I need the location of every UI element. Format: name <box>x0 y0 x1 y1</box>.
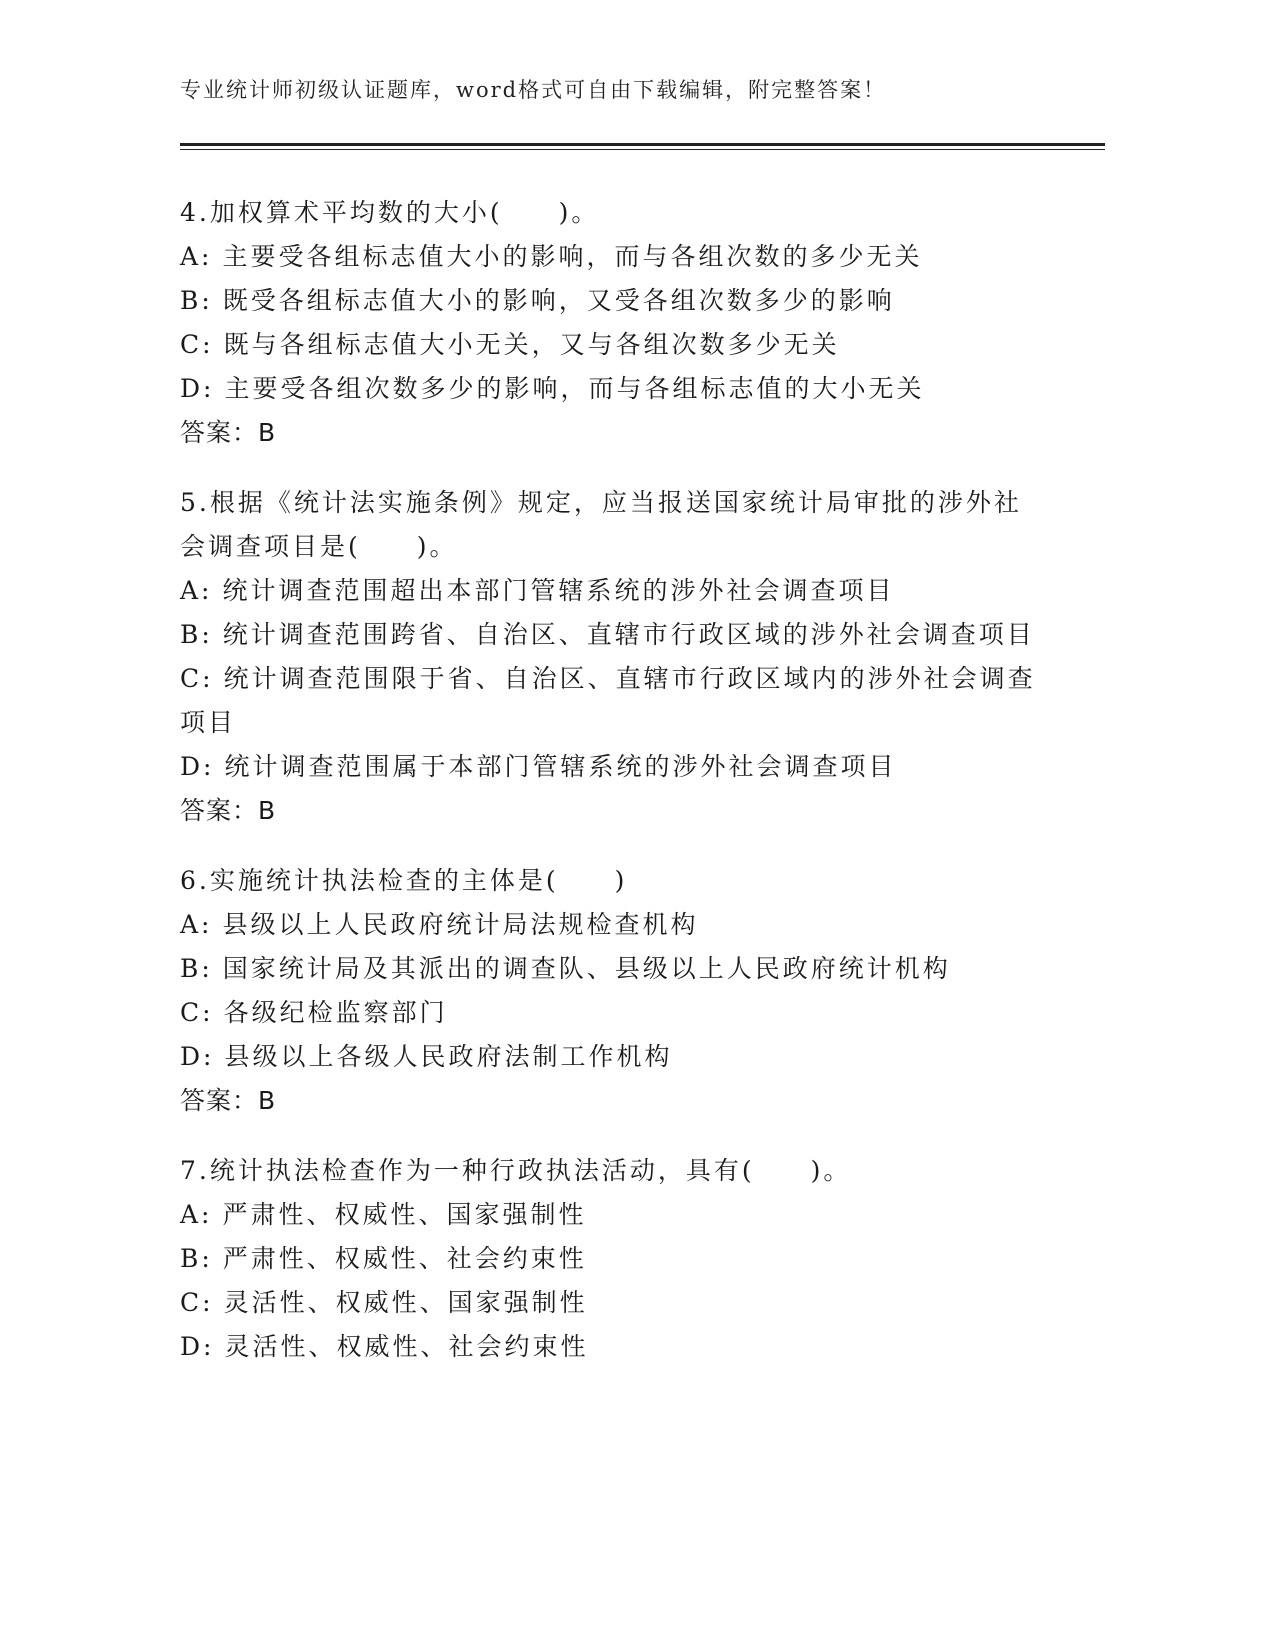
option-letter: B: <box>180 1244 213 1273</box>
option-letter: A: <box>180 242 213 271</box>
option-text: 各级纪检监察部门 <box>223 998 448 1027</box>
option-text: 主要受各组次数多少的影响，而与各组标志值的大小无关 <box>224 374 925 403</box>
option-line <box>180 1035 1060 1079</box>
question-list <box>180 191 1060 1395</box>
option-line <box>180 569 1060 613</box>
page-header: 专业统计师初级认证题库，word格式可自由下载编辑，附完整答案！ <box>180 78 887 102</box>
option-letter: D: <box>180 1332 215 1361</box>
question-stem: 5.根据《统计法实施条例》规定，应当报送国家统计局审批的涉外社 <box>180 488 1022 517</box>
option-letter: C: <box>180 664 214 693</box>
option-letter: B: <box>180 620 213 649</box>
option-text-continued: 项目 <box>180 708 237 737</box>
option-line <box>180 947 1060 991</box>
header-rule-thick <box>180 143 1105 146</box>
option-line <box>180 991 1060 1035</box>
option-text: 主要受各组标志值大小的影响，而与各组次数的多少无关 <box>222 242 923 271</box>
option-line <box>180 367 1060 411</box>
question-stem: 会调查项目是( )。 <box>180 532 458 561</box>
answer-line: 答案：B <box>180 1086 277 1115</box>
option-letter: B: <box>180 286 213 315</box>
option-text: 国家统计局及其派出的调查队、县级以上人民政府统计机构 <box>222 954 951 983</box>
option-line <box>180 1193 1060 1237</box>
option-text: 灵活性、权威性、社会约束性 <box>224 1332 589 1361</box>
question-stem: 6.实施统计执法检查的主体是( ) <box>180 866 628 895</box>
option-line <box>180 1237 1060 1281</box>
question-stem: 4.加权算术平均数的大小( )。 <box>180 198 600 227</box>
answer-line: 答案：B <box>180 418 277 447</box>
option-text: 既与各组标志值大小无关，又与各组次数多少无关 <box>223 330 840 359</box>
option-line <box>180 745 1060 789</box>
option-line <box>180 279 1060 323</box>
question-stem: 7.统计执法检查作为一种行政执法活动，具有( )。 <box>180 1156 852 1185</box>
option-letter: D: <box>180 374 215 403</box>
option-letter: C: <box>180 330 214 359</box>
option-line <box>180 903 1060 947</box>
option-text: 统计调查范围跨省、自治区、直辖市行政区域的涉外社会调查项目 <box>222 620 1035 649</box>
option-line <box>180 1325 1060 1369</box>
option-letter: D: <box>180 752 215 781</box>
question-block <box>180 1149 1060 1369</box>
option-line <box>180 701 1060 745</box>
option-letter: A: <box>180 576 213 605</box>
option-letter: C: <box>180 1288 214 1317</box>
option-text: 统计调查范围超出本部门管辖系统的涉外社会调查项目 <box>222 576 895 605</box>
option-text: 既受各组标志值大小的影响，又受各组次数多少的影响 <box>222 286 895 315</box>
option-line <box>180 613 1060 657</box>
option-text: 灵活性、权威性、国家强制性 <box>223 1288 588 1317</box>
option-letter: C: <box>180 998 214 1027</box>
option-text: 统计调查范围限于省、自治区、直辖市行政区域内的涉外社会调查 <box>223 664 1036 693</box>
option-letter: A: <box>180 1200 213 1229</box>
option-line <box>180 235 1060 279</box>
option-line <box>180 657 1060 701</box>
option-text: 统计调查范围属于本部门管辖系统的涉外社会调查项目 <box>224 752 897 781</box>
option-letter: A: <box>180 910 213 939</box>
option-letter: B: <box>180 954 213 983</box>
option-text: 严肃性、权威性、社会约束性 <box>222 1244 587 1273</box>
question-block <box>180 481 1060 833</box>
header-rule-thin <box>180 149 1105 150</box>
question-block <box>180 191 1060 455</box>
option-line <box>180 323 1060 367</box>
option-line <box>180 1281 1060 1325</box>
option-text: 县级以上人民政府统计局法规检查机构 <box>222 910 699 939</box>
question-block <box>180 859 1060 1123</box>
option-text: 县级以上各级人民政府法制工作机构 <box>224 1042 673 1071</box>
option-text: 严肃性、权威性、国家强制性 <box>222 1200 587 1229</box>
answer-line: 答案：B <box>180 796 277 825</box>
option-letter: D: <box>180 1042 215 1071</box>
